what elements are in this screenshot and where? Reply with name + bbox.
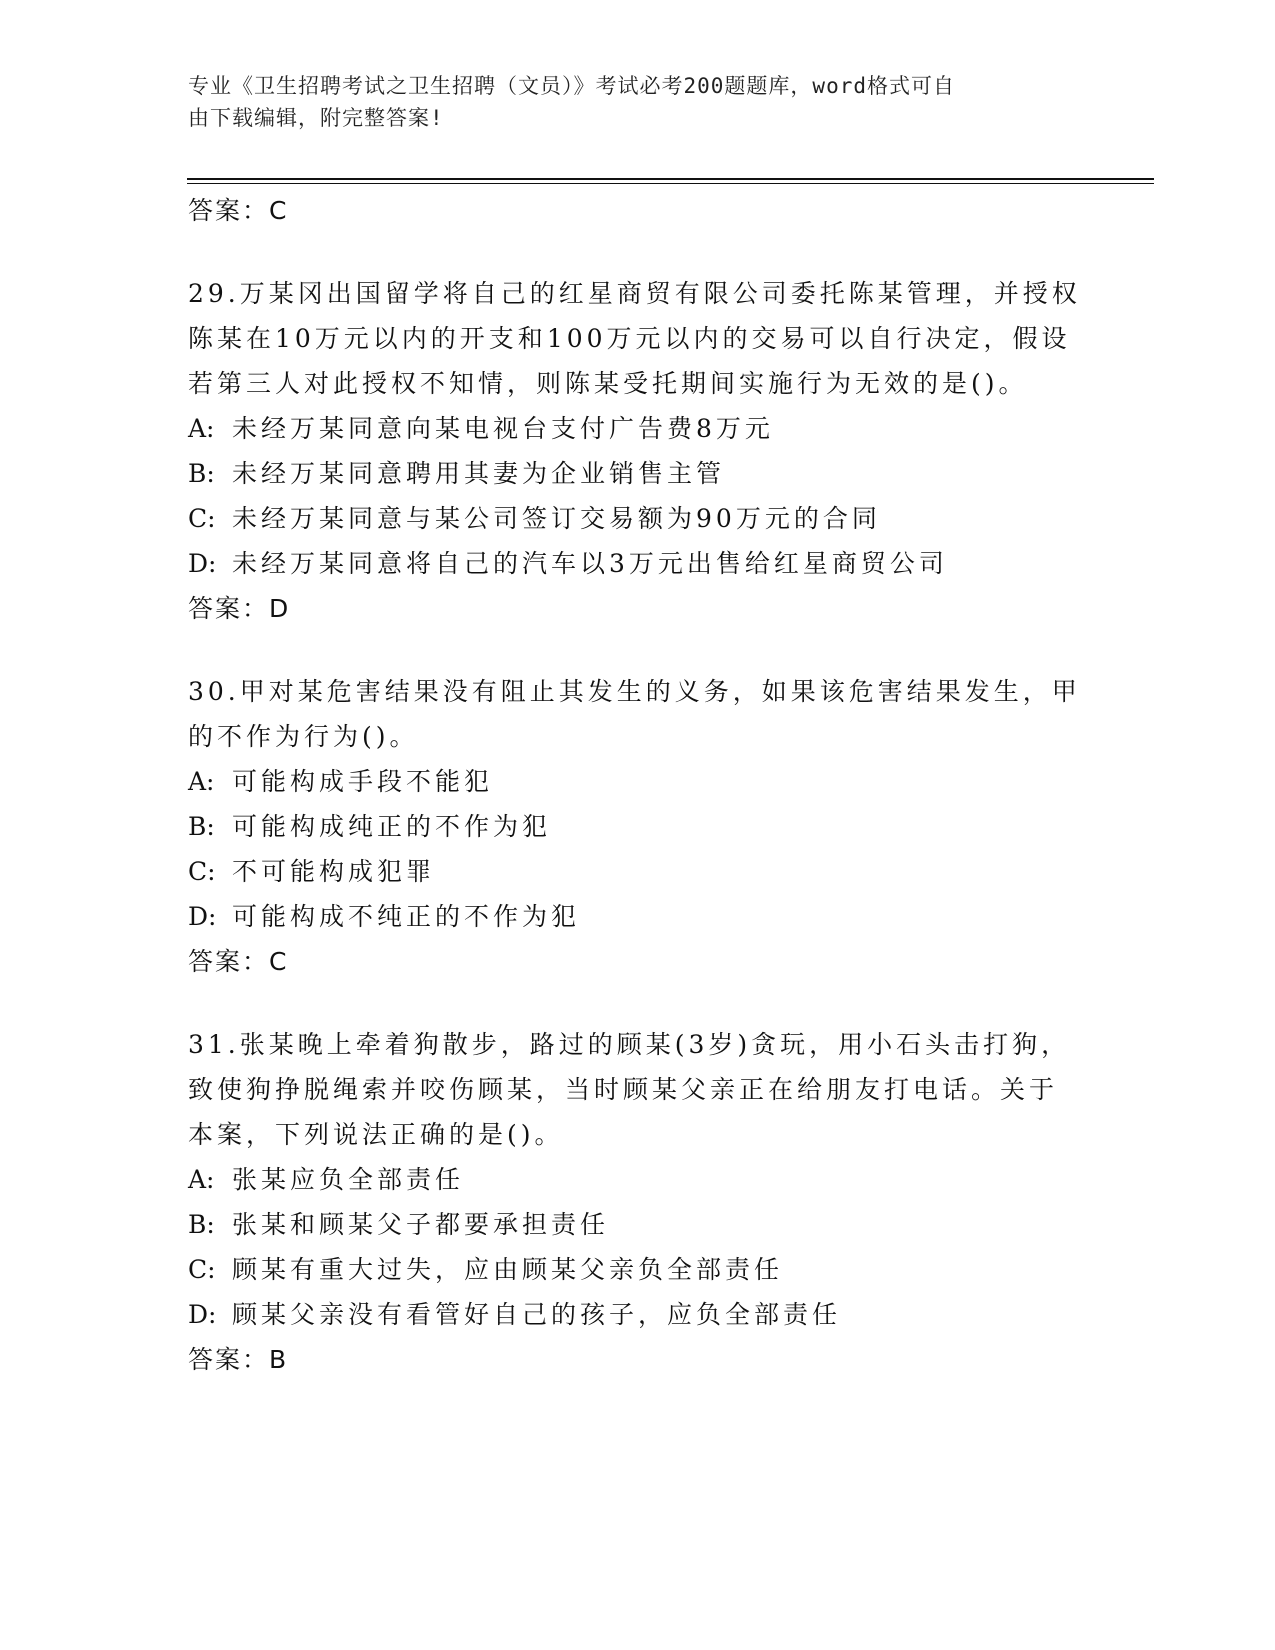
question-30 xyxy=(188,669,1088,984)
option-c xyxy=(188,496,1088,541)
option-text: 张某和顾某父子都要承担责任 xyxy=(232,1210,610,1239)
option-d xyxy=(188,894,1088,939)
header-divider-thin xyxy=(187,183,1154,184)
question-text-line: 若第三人对此授权不知情，则陈某受托期间实施行为无效的是()。 xyxy=(188,369,1028,398)
option-text: 可能构成手段不能犯 xyxy=(232,767,494,796)
option-letter: B: xyxy=(188,1210,215,1239)
option-text: 顾某父亲没有看管好自己的孩子，应负全部责任 xyxy=(232,1300,842,1329)
question-text-line: 31.张某晚上牵着狗散步，路过的顾某(3岁)贪玩，用小石头击打狗， xyxy=(188,1030,1071,1059)
header-line-2: 由下载编辑，附完整答案! xyxy=(188,106,444,130)
document-body xyxy=(188,188,1088,1382)
question-text-line: 30.甲对某危害结果没有阻止其发生的义务，如果该危害结果发生，甲 xyxy=(188,677,1081,706)
option-b xyxy=(188,451,1088,496)
option-letter: C: xyxy=(188,504,216,533)
option-c xyxy=(188,1247,1088,1292)
option-text: 未经万某同意向某电视台支付广告费8万元 xyxy=(232,414,774,443)
option-letter: D: xyxy=(188,902,217,931)
option-d xyxy=(188,1292,1088,1337)
option-text: 未经万某同意聘用其妻为企业销售主管 xyxy=(232,459,726,488)
option-letter: C: xyxy=(188,1255,216,1284)
option-text: 未经万某同意将自己的汽车以3万元出售给红星商贸公司 xyxy=(232,549,948,578)
question-text-line: 29.万某冈出国留学将自己的红星商贸有限公司委托陈某管理，并授权 xyxy=(188,279,1081,308)
option-letter: A: xyxy=(188,767,215,796)
option-text: 张某应负全部责任 xyxy=(232,1165,465,1194)
option-letter: C: xyxy=(188,857,216,886)
header-divider-thick xyxy=(187,178,1154,180)
option-a xyxy=(188,1157,1088,1202)
option-text: 不可能构成犯罪 xyxy=(232,857,436,886)
option-letter: B: xyxy=(188,812,215,841)
option-a xyxy=(188,759,1088,804)
option-text: 可能构成不纯正的不作为犯 xyxy=(232,902,581,931)
question-text-line: 本案，下列说法正确的是()。 xyxy=(188,1120,564,1149)
option-letter: D: xyxy=(188,549,217,578)
question-text-line: 致使狗挣脱绳索并咬伤顾某，当时顾某父亲正在给朋友打电话。关于 xyxy=(188,1075,1059,1104)
option-letter: D: xyxy=(188,1300,217,1329)
question-29 xyxy=(188,271,1088,631)
option-d xyxy=(188,541,1088,586)
answer-line: 答案：C xyxy=(188,947,289,976)
question-31 xyxy=(188,1022,1088,1382)
previous-answer: 答案：C xyxy=(188,196,289,225)
option-text: 顾某有重大过失，应由顾某父亲负全部责任 xyxy=(232,1255,784,1284)
spacer xyxy=(188,631,1088,669)
header-line-1: 专业《卫生招聘考试之卫生招聘（文员）》考试必考200题题库，word格式可自 xyxy=(188,74,955,98)
spacer xyxy=(188,984,1088,1022)
option-c xyxy=(188,849,1088,894)
spacer xyxy=(188,233,1088,271)
option-text: 未经万某同意与某公司签订交易额为90万元的合同 xyxy=(232,504,881,533)
option-a xyxy=(188,406,1088,451)
question-text-line: 陈某在10万元以内的开支和100万元以内的交易可以自行决定，假设 xyxy=(188,324,1071,353)
option-b xyxy=(188,804,1088,849)
option-text: 可能构成纯正的不作为犯 xyxy=(232,812,552,841)
option-b xyxy=(188,1202,1088,1247)
answer-line: 答案：D xyxy=(188,594,291,623)
answer-line: 答案：B xyxy=(188,1345,289,1374)
question-text-line: 的不作为行为()。 xyxy=(188,722,419,751)
option-letter: B: xyxy=(188,459,215,488)
option-letter: A: xyxy=(188,414,215,443)
document-header xyxy=(188,70,1068,134)
option-letter: A: xyxy=(188,1165,215,1194)
